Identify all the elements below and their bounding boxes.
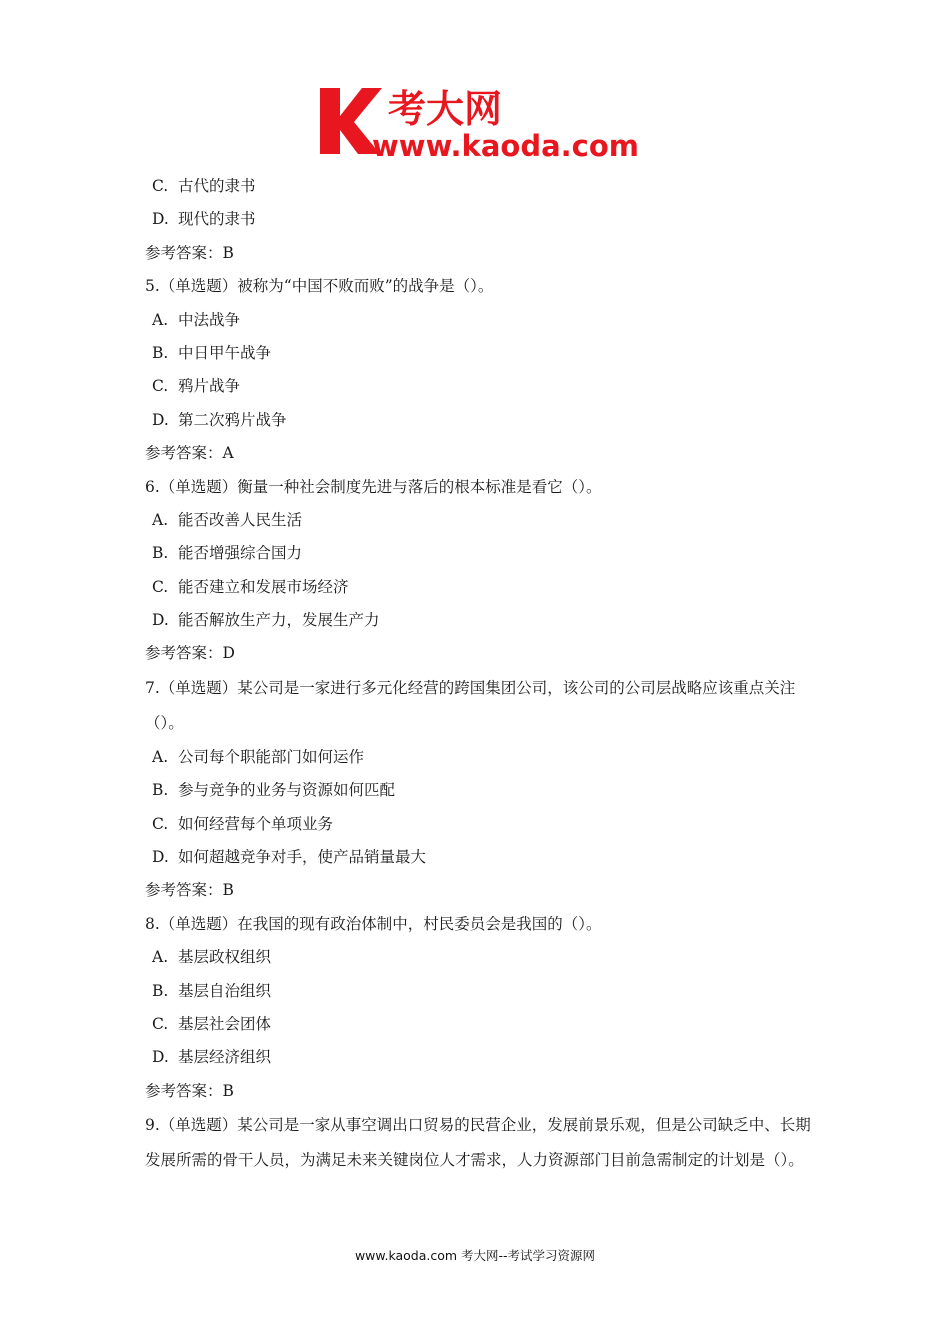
option-text: 基层自治组织	[178, 981, 272, 1000]
option-letter: C.	[152, 1014, 169, 1033]
reference-answer	[145, 637, 825, 670]
option-letter: B.	[152, 781, 169, 800]
option-letter: B.	[152, 544, 169, 563]
page-footer: www.kaoda.com 考大网--考试学习资源网	[354, 1248, 596, 1263]
answer-option	[145, 975, 825, 1008]
question-stem	[145, 1108, 825, 1178]
option-letter: D.	[152, 210, 169, 229]
option-letter: A.	[152, 747, 169, 766]
answer-option	[145, 504, 825, 537]
question-text: （单选题）某公司是一家从事空调出口贸易的民营企业，发展前景乐观，但是公司缺乏中、长期发展所需的骨干人员，为满足未来关键岗位人才需求，人力资源部门目前急需制定的计划是（）。	[145, 1116, 811, 1170]
option-letter: C.	[152, 377, 169, 396]
option-text: 第二次鸦片战争	[178, 410, 287, 429]
question-list	[145, 170, 825, 1178]
answer-label: 参考答案：	[145, 243, 223, 262]
option-text: 能否建立和发展市场经济	[178, 577, 349, 596]
question-number: 8.	[145, 914, 160, 933]
option-text: 中日甲午战争	[178, 343, 272, 362]
reference-answer	[145, 874, 825, 907]
question-stem	[145, 471, 825, 504]
reference-answer	[145, 437, 825, 470]
option-letter: D.	[152, 1048, 169, 1067]
option-letter: C.	[152, 577, 169, 596]
answer-label: 参考答案：	[145, 444, 223, 463]
answer-option	[145, 170, 825, 203]
option-text: 现代的隶书	[178, 210, 256, 229]
question-number: 7.	[145, 678, 160, 697]
answer-option	[145, 571, 825, 604]
option-text: 能否改善人民生活	[178, 510, 303, 529]
question-text: （单选题）在我国的现有政治体制中，村民委员会是我国的（）。	[159, 914, 602, 933]
answer-label: 参考答案：	[145, 881, 223, 900]
logo-cn-text: 考大网	[388, 87, 503, 131]
answer-option	[145, 370, 825, 403]
answer-value: D	[222, 644, 235, 663]
option-text: 鸦片战争	[178, 377, 241, 396]
answer-option	[145, 203, 825, 236]
answer-option	[145, 1008, 825, 1041]
question-text: （单选题）某公司是一家进行多元化经营的跨国集团公司，该公司的公司层战略应该重点关注（）。	[145, 678, 796, 732]
question-stem	[145, 270, 825, 303]
option-text: 基层社会团体	[178, 1014, 272, 1033]
question-number: 9.	[145, 1116, 160, 1135]
answer-label: 参考答案：	[145, 1081, 223, 1100]
answer-option	[145, 774, 825, 807]
question-text: （单选题）被称为“中国不败而败”的战争是（）。	[159, 277, 494, 296]
option-letter: C.	[152, 814, 169, 833]
reference-answer	[145, 1075, 825, 1108]
question-text: （单选题）衡量一种社会制度先进与落后的根本标准是看它（）。	[159, 477, 602, 496]
option-text: 如何经营每个单项业务	[178, 814, 334, 833]
answer-option	[145, 304, 825, 337]
option-text: 公司每个职能部门如何运作	[178, 747, 365, 766]
answer-value: B	[222, 243, 234, 262]
answer-option	[145, 941, 825, 974]
kaoda-logo	[318, 82, 648, 160]
option-letter: B.	[152, 343, 169, 362]
question-stem	[145, 671, 825, 741]
option-text: 中法战争	[178, 310, 241, 329]
option-letter: A.	[152, 510, 169, 529]
option-text: 能否解放生产力，发展生产力	[178, 611, 380, 630]
answer-option	[145, 808, 825, 841]
question-number: 5.	[145, 277, 160, 296]
answer-value: B	[222, 1081, 234, 1100]
option-text: 古代的隶书	[178, 177, 256, 195]
option-letter: D.	[152, 611, 169, 630]
option-letter: A.	[152, 948, 169, 967]
option-text: 基层政权组织	[178, 948, 272, 967]
option-text: 基层经济组织	[178, 1048, 272, 1067]
answer-option	[145, 1041, 825, 1074]
answer-option	[145, 604, 825, 637]
answer-label: 参考答案：	[145, 644, 223, 663]
reference-answer	[145, 237, 825, 270]
question-number: 6.	[145, 477, 160, 496]
answer-value: B	[222, 881, 234, 900]
option-letter: A.	[152, 310, 169, 329]
logo-url-text: www.kaoda.com	[372, 129, 639, 160]
answer-option	[145, 404, 825, 437]
option-text: 参与竞争的业务与资源如何匹配	[178, 781, 396, 800]
option-text: 如何超越竞争对手，使产品销量最大	[178, 848, 427, 867]
answer-option	[145, 841, 825, 874]
option-letter: C.	[152, 177, 169, 195]
answer-option	[145, 741, 825, 774]
answer-option	[145, 337, 825, 370]
option-letter: D.	[152, 410, 169, 429]
option-letter: B.	[152, 981, 169, 1000]
answer-option	[145, 537, 825, 570]
question-stem	[145, 908, 825, 941]
answer-value: A	[222, 444, 234, 463]
option-letter: D.	[152, 848, 169, 867]
option-text: 能否增强综合国力	[178, 544, 303, 563]
